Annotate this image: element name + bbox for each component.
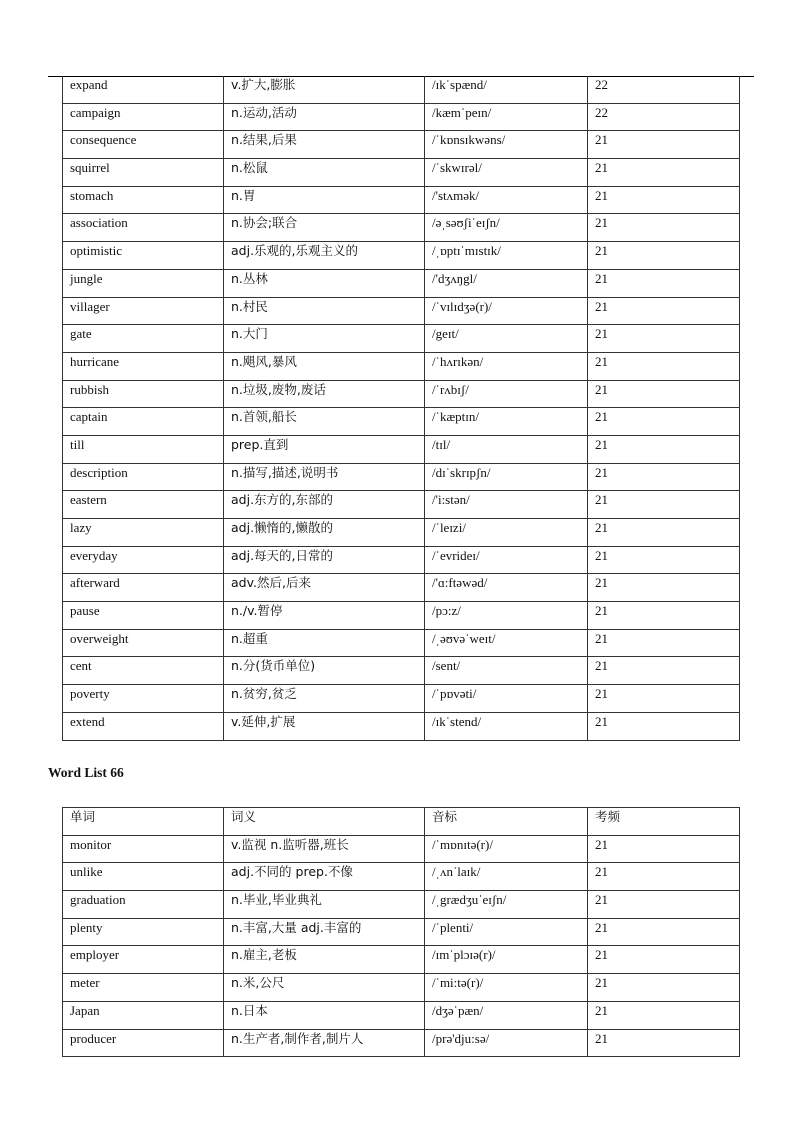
vocab-table-word-list-66 xyxy=(62,807,740,1057)
header-frequency: 考频 xyxy=(588,808,740,836)
meaning-cell: adv.然后,后来 xyxy=(224,574,425,602)
frequency-cell: 22 xyxy=(588,76,740,103)
table-row xyxy=(63,712,740,740)
meaning-cell: n.描写,描述,说明书 xyxy=(224,463,425,491)
header-phonetic: 音标 xyxy=(425,808,588,836)
meaning-cell: n.毕业,毕业典礼 xyxy=(224,891,425,919)
table-row xyxy=(63,408,740,436)
phonetic-cell: /dʒəˈpæn/ xyxy=(425,1001,588,1029)
word-cell: employer xyxy=(63,946,224,974)
meaning-cell: n./v.暂停 xyxy=(224,602,425,630)
phonetic-cell: /sent/ xyxy=(425,657,588,685)
phonetic-cell: /ˈevrideɪ/ xyxy=(425,546,588,574)
frequency-cell: 21 xyxy=(588,352,740,380)
word-cell: till xyxy=(63,435,224,463)
table-row xyxy=(63,574,740,602)
table-row xyxy=(63,325,740,353)
word-cell: captain xyxy=(63,408,224,436)
frequency-cell: 21 xyxy=(588,918,740,946)
table-row xyxy=(63,835,740,863)
frequency-cell: 21 xyxy=(588,463,740,491)
table-row xyxy=(63,891,740,919)
vocab-table-continued xyxy=(62,76,740,741)
table-row xyxy=(63,159,740,187)
phonetic-cell: /ˈkɒnsɪkwəns/ xyxy=(425,131,588,159)
phonetic-cell: /ˈrʌbɪʃ/ xyxy=(425,380,588,408)
table-row xyxy=(63,297,740,325)
phonetic-cell: /ˈmɒnɪtə(r)/ xyxy=(425,835,588,863)
frequency-cell: 21 xyxy=(588,712,740,740)
phonetic-cell: /əˌsəʊʃiˈeɪʃn/ xyxy=(425,214,588,242)
word-list-heading: Word List 66 xyxy=(48,765,124,780)
meaning-cell: n.分(货币单位) xyxy=(224,657,425,685)
table-row xyxy=(63,269,740,297)
phonetic-cell: /ˈmi:tə(r)/ xyxy=(425,974,588,1002)
meaning-cell: n.生产者,制作者,制片人 xyxy=(224,1029,425,1057)
word-cell: jungle xyxy=(63,269,224,297)
frequency-cell: 21 xyxy=(588,214,740,242)
table-row xyxy=(63,352,740,380)
frequency-cell: 21 xyxy=(588,602,740,630)
frequency-cell: 21 xyxy=(588,408,740,436)
table-row xyxy=(63,380,740,408)
word-cell: pause xyxy=(63,602,224,630)
header-meaning: 词义 xyxy=(224,808,425,836)
phonetic-cell: /dɪˈskrɪpʃn/ xyxy=(425,463,588,491)
table-row xyxy=(63,214,740,242)
phonetic-cell: /ˈplenti/ xyxy=(425,918,588,946)
phonetic-cell: /ɪkˈstend/ xyxy=(425,712,588,740)
phonetic-cell: /ɪkˈspænd/ xyxy=(425,76,588,103)
word-cell: eastern xyxy=(63,491,224,519)
phonetic-cell: /ˈskwɪrəl/ xyxy=(425,159,588,187)
word-cell: unlike xyxy=(63,863,224,891)
phonetic-cell: /ˌəʊvəˈweɪt/ xyxy=(425,629,588,657)
phonetic-cell: /pɔ:z/ xyxy=(425,602,588,630)
frequency-cell: 21 xyxy=(588,1001,740,1029)
frequency-cell: 21 xyxy=(588,546,740,574)
frequency-cell: 21 xyxy=(588,657,740,685)
meaning-cell: prep.直到 xyxy=(224,435,425,463)
phonetic-cell: /prə'dju:sə/ xyxy=(425,1029,588,1057)
word-cell: overweight xyxy=(63,629,224,657)
word-cell: monitor xyxy=(63,835,224,863)
meaning-cell: n.超重 xyxy=(224,629,425,657)
phonetic-cell: /ˌgrædʒuˈeɪʃn/ xyxy=(425,891,588,919)
phonetic-cell: /'ɑ:ftəwəd/ xyxy=(425,574,588,602)
frequency-cell: 21 xyxy=(588,891,740,919)
vocab-table-body xyxy=(63,76,740,740)
meaning-cell: n.米,公尺 xyxy=(224,974,425,1002)
table-row xyxy=(63,1029,740,1057)
meaning-cell: n.首领,船长 xyxy=(224,408,425,436)
frequency-cell: 21 xyxy=(588,131,740,159)
frequency-cell: 21 xyxy=(588,519,740,547)
table-row xyxy=(63,435,740,463)
meaning-cell: v.延伸,扩展 xyxy=(224,712,425,740)
word-cell: afterward xyxy=(63,574,224,602)
word-cell: optimistic xyxy=(63,242,224,270)
frequency-cell: 21 xyxy=(588,574,740,602)
table-row xyxy=(63,974,740,1002)
phonetic-cell: /'stʌmək/ xyxy=(425,186,588,214)
frequency-cell: 21 xyxy=(588,946,740,974)
phonetic-cell: /ˈvɪlɪdʒə(r)/ xyxy=(425,297,588,325)
word-cell: villager xyxy=(63,297,224,325)
table-row xyxy=(63,186,740,214)
word-cell: campaign xyxy=(63,103,224,131)
word-cell: lazy xyxy=(63,519,224,547)
table-row xyxy=(63,103,740,131)
meaning-cell: n.垃圾,废物,废话 xyxy=(224,380,425,408)
phonetic-cell: /kæmˈpeɪn/ xyxy=(425,103,588,131)
word-cell: expand xyxy=(63,76,224,103)
frequency-cell: 21 xyxy=(588,835,740,863)
word-cell: plenty xyxy=(63,918,224,946)
meaning-cell: adj.懒惰的,懒散的 xyxy=(224,519,425,547)
table-row xyxy=(63,863,740,891)
meaning-cell: n.运动,活动 xyxy=(224,103,425,131)
table-row xyxy=(63,657,740,685)
meaning-cell: n.贫穷,贫乏 xyxy=(224,685,425,713)
frequency-cell: 21 xyxy=(588,186,740,214)
word-cell: description xyxy=(63,463,224,491)
meaning-cell: adj.东方的,东部的 xyxy=(224,491,425,519)
frequency-cell: 21 xyxy=(588,1029,740,1057)
phonetic-cell: /ˌɒptɪˈmɪstɪk/ xyxy=(425,242,588,270)
frequency-cell: 21 xyxy=(588,974,740,1002)
meaning-cell: n.日本 xyxy=(224,1001,425,1029)
word-cell: gate xyxy=(63,325,224,353)
table-row xyxy=(63,546,740,574)
meaning-cell: adj.不同的 prep.不像 xyxy=(224,863,425,891)
word-cell: graduation xyxy=(63,891,224,919)
word-cell: hurricane xyxy=(63,352,224,380)
word-cell: rubbish xyxy=(63,380,224,408)
phonetic-cell: /ˈhʌrɪkən/ xyxy=(425,352,588,380)
phonetic-cell: /ˈleɪzi/ xyxy=(425,519,588,547)
frequency-cell: 21 xyxy=(588,269,740,297)
phonetic-cell: /tɪl/ xyxy=(425,435,588,463)
phonetic-cell: /'dʒʌŋgl/ xyxy=(425,269,588,297)
frequency-cell: 21 xyxy=(588,435,740,463)
meaning-cell: n.松鼠 xyxy=(224,159,425,187)
phonetic-cell: /ɪmˈplɔɪə(r)/ xyxy=(425,946,588,974)
phonetic-cell: /'i:stən/ xyxy=(425,491,588,519)
table-row xyxy=(63,131,740,159)
frequency-cell: 21 xyxy=(588,380,740,408)
word-cell: poverty xyxy=(63,685,224,713)
frequency-cell: 21 xyxy=(588,629,740,657)
word-cell: producer xyxy=(63,1029,224,1057)
meaning-cell: n.丰富,大量 adj.丰富的 xyxy=(224,918,425,946)
word-cell: everyday xyxy=(63,546,224,574)
table-row xyxy=(63,519,740,547)
meaning-cell: n.协会;联合 xyxy=(224,214,425,242)
frequency-cell: 21 xyxy=(588,242,740,270)
table-header-row xyxy=(63,808,740,836)
table-row xyxy=(63,685,740,713)
meaning-cell: n.村民 xyxy=(224,297,425,325)
table-row xyxy=(63,918,740,946)
phonetic-cell: /ˈpɒvəti/ xyxy=(425,685,588,713)
word-cell: association xyxy=(63,214,224,242)
frequency-cell: 21 xyxy=(588,685,740,713)
word-cell: Japan xyxy=(63,1001,224,1029)
vocab-table-body xyxy=(63,835,740,1057)
meaning-cell: v.扩大,膨胀 xyxy=(224,76,425,103)
table-row xyxy=(63,491,740,519)
frequency-cell: 21 xyxy=(588,491,740,519)
table-row xyxy=(63,76,740,103)
meaning-cell: n.胃 xyxy=(224,186,425,214)
meaning-cell: n.结果,后果 xyxy=(224,131,425,159)
table-row xyxy=(63,946,740,974)
frequency-cell: 22 xyxy=(588,103,740,131)
header-word: 单词 xyxy=(63,808,224,836)
meaning-cell: n.大门 xyxy=(224,325,425,353)
frequency-cell: 21 xyxy=(588,159,740,187)
phonetic-cell: /ˈkæptɪn/ xyxy=(425,408,588,436)
meaning-cell: adj.每天的,日常的 xyxy=(224,546,425,574)
word-cell: meter xyxy=(63,974,224,1002)
frequency-cell: 21 xyxy=(588,297,740,325)
meaning-cell: n.丛林 xyxy=(224,269,425,297)
word-cell: extend xyxy=(63,712,224,740)
word-cell: cent xyxy=(63,657,224,685)
table-row xyxy=(63,629,740,657)
table-row xyxy=(63,602,740,630)
table-row xyxy=(63,1001,740,1029)
meaning-cell: n.飓风,暴风 xyxy=(224,352,425,380)
table-row xyxy=(63,242,740,270)
frequency-cell: 21 xyxy=(588,863,740,891)
meaning-cell: n.雇主,老板 xyxy=(224,946,425,974)
meaning-cell: v.监视 n.监听器,班长 xyxy=(224,835,425,863)
frequency-cell: 21 xyxy=(588,325,740,353)
word-cell: stomach xyxy=(63,186,224,214)
word-cell: squirrel xyxy=(63,159,224,187)
meaning-cell: adj.乐观的,乐观主义的 xyxy=(224,242,425,270)
phonetic-cell: /ˌʌnˈlaɪk/ xyxy=(425,863,588,891)
word-cell: consequence xyxy=(63,131,224,159)
table-row xyxy=(63,463,740,491)
phonetic-cell: /geɪt/ xyxy=(425,325,588,353)
